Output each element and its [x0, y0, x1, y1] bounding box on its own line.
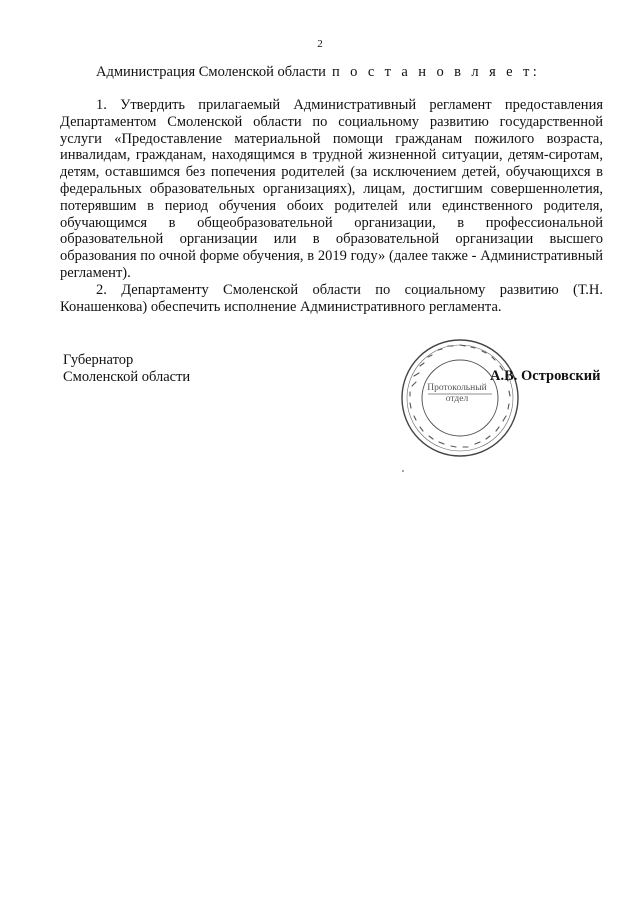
signatory-position [63, 352, 190, 386]
resolution-body [60, 97, 603, 315]
signatory-position-line-2: Смоленской области [63, 369, 191, 385]
signatory-name: А.В. Островский [490, 368, 601, 384]
paragraph-1: 1. Утвердить прилагаемый Административный регламент предоставления Департаментом Смоленской области по социальному развитию государственной услуги «Предоставление материальной помощи гражданам пожилого возраста, инвалидам, гражданам, находящимся в трудной жизненной ситуации, детям-сиротам, детям, оставшимся без попечения родителей (за исключением детей, обучающихся в федеральных образовательных организациях), лицам, достигшим совершеннолетия, потерявшим в период обучения обоих родителей или единственного родителя, обучающимся в общеобразовательной организации, в профессиональной образовательной организации или в образовательной организации высшего образования по очной форме обучения, в 2019 году» (далее также - Административный регламент). [60, 97, 603, 281]
page-number: 2 [317, 38, 323, 50]
stamp-label-line-2: отдел [445, 394, 469, 404]
signatory-position-line-1: Губернатор [63, 352, 134, 368]
paragraph-2: 2. Департаменту Смоленской области по социальному развитию (Т.Н. Конашенкова) обеспечить исполнение Административного регламента. [60, 281, 603, 315]
stamp-label-line-1: Протокольный [427, 383, 487, 393]
enacting-clause [96, 64, 540, 81]
scan-artifact-dot [402, 470, 404, 472]
enacting-verb: п о с т а н о в л я е т: [331, 64, 541, 80]
enacting-authority: Администрация Смоленской области [96, 64, 326, 80]
stamp-label [420, 383, 494, 405]
